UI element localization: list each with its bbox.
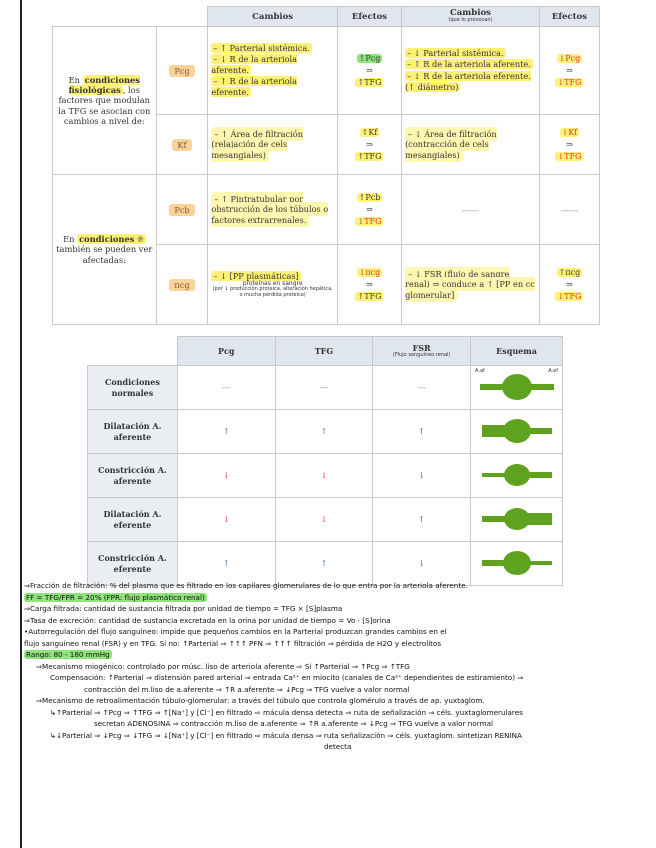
factor-pcg: Pcg	[169, 65, 194, 77]
header-efectos: Efectos	[337, 7, 401, 27]
effects-picg-decrease: ↓πcg ⇒ ↑TFG	[337, 245, 401, 325]
note-line: contracción del m.liso de a.aferente ⇒ ↑R a.aferente ⇒ ↓Pcg ⇒ TFG vuelve a valor normal	[84, 684, 410, 694]
glomerulus-schema-afferent-constriction	[471, 454, 563, 498]
effects-kf-decrease: ↓Kf ⇒ ↓TFG	[539, 115, 599, 175]
physiological-conditions: En condiciones fisiológicas , los factores que modulan la TFG se asocian con cambios a nivel de:	[53, 27, 157, 175]
glomerulus-schema-efferent-constriction	[471, 542, 563, 586]
factor-pcb: Pcb	[169, 204, 194, 216]
changes-kf-decrease: – ↓ Área de filtración (contracción de cels mesangiales)	[402, 115, 540, 175]
effects-kf-increase: ↑Kf ⇒ ↑TFG	[337, 115, 401, 175]
header-pcg: Pcg	[177, 337, 275, 366]
effects-pcg-increase: ↑Pcg ⇒ ↑TFG	[337, 27, 401, 115]
changes-picg-increase: – ↓ FSR (flujo de sangre renal) ⇒ conduce a ↑ [PP en cc glomerular]	[402, 245, 540, 325]
note-line: Rango: 80 - 180 mmHg	[26, 650, 110, 659]
changes-pcg-decrease: – ↓ Parterial sistémica. – ↑ R de la arteriola aferente. – ↓ R de la arteriola eferente. (↑ diámetro)	[402, 27, 540, 115]
glomerulus-schema-efferent-dilation	[471, 498, 563, 542]
header-esquema: Esquema	[471, 337, 563, 366]
note-line: ⇒Fracción de filtración: % del plasma que es filtrado en los capilares glomerulares de lo que entra por la arteriola aferente.	[24, 581, 468, 590]
note-line: FF = TFG/FPR = 20% (FPR: flujo plasmático renal)	[26, 592, 205, 602]
effects-pcb-increase: ↑Pcb ⇒ ↓TFG	[337, 175, 401, 245]
table-row: Constricción A. aferente ↓ ↓ ↓	[88, 454, 563, 498]
header-fsr: FSR (Flujo sanguíneo renal)	[373, 337, 471, 366]
changes-pcb-decrease: ------	[402, 175, 540, 245]
header-tfg: TFG	[275, 337, 373, 366]
note-line: ↳↑Parterial ⇒ ↑Pcg ⇒ ↑TFG ⇒ ↑[Na⁺] y [Cl⁻] en filtrado ⇨ mácula densa detecta ⇒ ruta de señalización ⇒ céls. yuxtaglomerulares	[50, 707, 523, 717]
factor-picg: πcg	[169, 279, 194, 291]
note-line: ⇒Carga filtrada: cantidad de sustancia filtrada por unidad de tiempo = TFG × [S]plasma	[24, 604, 343, 613]
glomerulus-schema-afferent-dilation	[471, 410, 563, 454]
pathological-conditions: En condiciones ℗ también se pueden ver afectadas:	[53, 175, 157, 325]
header-cambios: Cambios	[208, 7, 337, 27]
effects-pcg-decrease: ↓Pcg ⇒ ↓TFG	[539, 27, 599, 115]
changes-kf-increase: – ↑ Área de filtración (relajación de cels mesangiales)	[208, 115, 337, 175]
header-cambios-2: Cambios (que lo provocan)	[402, 7, 540, 27]
filtration-factors-table	[52, 6, 600, 325]
margin-line	[20, 0, 22, 848]
arteriole-effects-table	[87, 336, 563, 586]
note-line: flujo sanguíneo renal (FSR) y en TFG. Si no: ↑Parterial ⇒ ↑↑↑ PFN ⇒ ↑↑↑ filtración ⇒ pérdida de H2O y electrolitos	[24, 638, 442, 648]
note-line: detecta	[324, 742, 352, 751]
changes-pcg-increase: – ↑ Parterial sistémica. – ↓ R de la arteriola aferente. – ↑ R de la arteriola eferente.	[208, 27, 337, 115]
note-line: secretan ADENOSINA ⇒ contracción m.liso de a.aferente ⇒ ↑R a.aferente ⇒ ↓Pcg ⇒ TFG vuelve a valor normal	[94, 719, 493, 728]
table-row: Dilatación A. aferente ↑ ↑ ↑	[88, 410, 563, 454]
factor-kf: Kf	[172, 139, 191, 151]
effects-picg-increase: ↑πcg ⇒ ↓TFG	[539, 245, 599, 325]
note-line: ⇒Mecanismo de retroalimentación túbulo-glomerular: a través del túbulo que controla glomérulo a través de ap. yuxtaglom.	[36, 696, 485, 705]
note-line: ⇒Tasa de excreción: cantidad de sustancia excretada en la orina por unidad de tiempo = Vo · [S]orina	[24, 615, 391, 625]
effects-pcb-decrease: ------	[539, 175, 599, 245]
table-row: Constricción A. eferente ↑ ↑ ↓	[88, 542, 563, 586]
handwritten-notes	[24, 580, 654, 753]
note-line: •Autorregulación del flujo sanguíneo: impide que pequeños cambios en la Parterial produzcan grandes cambios en el	[24, 627, 447, 636]
table-row: Condiciones normales --- --- --- A.af A.ef	[88, 366, 563, 410]
note-line: Compensación: ↑Parterial ⇒ distensión pared arterial ⇒ entrada Ca²⁺ en miocito (canales de Ca²⁺ dependientes de estiramiento) ⇒	[50, 673, 524, 682]
table-row: Dilatación A. eferente ↓ ↓ ↑	[88, 498, 563, 542]
changes-pcb-increase: – ↑ Pintratubular por obstrucción de los túbulos o factores extrarrenales.	[208, 175, 337, 245]
changes-picg-decrease: – ↓ [PP plasmáticas] proteínas en sangre (por ↓ producción proteica, alteración hepática, o mucha pérdida proteica)	[208, 245, 337, 325]
glomerulus-schema-normal: A.af A.ef	[471, 366, 563, 410]
note-line: ↳↓Parterial ⇒ ↓Pcg ⇒ ↓TFG ⇒ ↓[Na⁺] y [Cl⁻] en filtrado ⇨ mácula densa ⇒ ruta señalización ⇒ céls. yuxtaglom. sintetizan RENINA	[50, 730, 522, 740]
header-efectos-2: Efectos	[539, 7, 599, 27]
note-line: ⇒Mecanismo miogénico: controlado por músc. liso de arteriola aferente ⇨ Si ↑Parterial ⇒ ↑Pcg ⇒ ↑TFG	[36, 661, 410, 671]
